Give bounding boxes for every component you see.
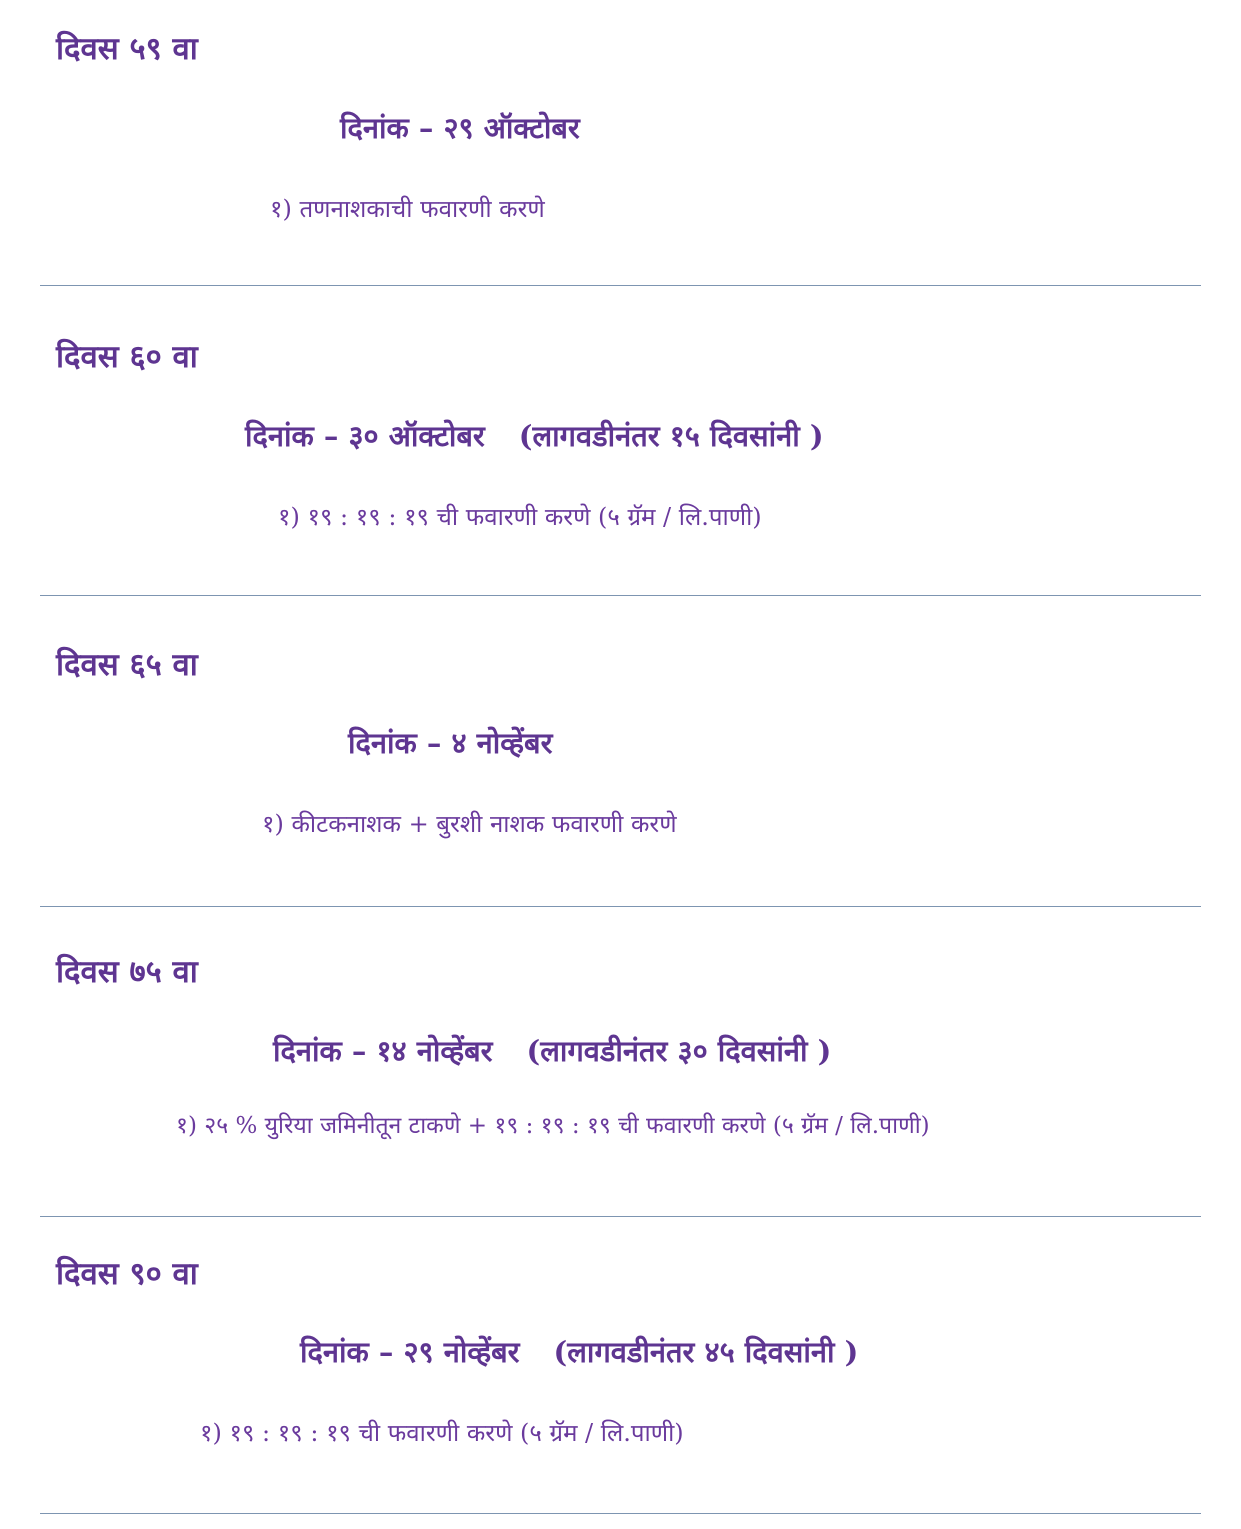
- task-item: १) १९ : १९ : १९ ची फवारणी करणे (५ ग्रॅम / लि.पाणी): [278, 503, 762, 531]
- date-line: [300, 1335, 859, 1369]
- date-text: दिनांक – २९ ऑक्टोबर: [340, 111, 580, 145]
- section-divider: [40, 285, 1201, 286]
- day-heading: दिवस ६५ वा: [56, 647, 198, 683]
- date-text: दिनांक – २९ नोव्हेंबर: [300, 1335, 520, 1369]
- date-text: दिनांक – ३० ऑक्टोबर: [245, 419, 485, 453]
- task-item: १) कीटकनाशक + बुरशी नाशक फवारणी करणे: [262, 810, 677, 838]
- task-item: १) १९ : १९ : १९ ची फवारणी करणे (५ ग्रॅम / लि.पाणी): [200, 1419, 684, 1447]
- date-note: (लागवडीनंतर ४५ दिवसांनी ): [553, 1335, 859, 1369]
- task-item: १) तणनाशकाची फवारणी करणे: [270, 195, 545, 223]
- section-divider: [40, 1513, 1201, 1514]
- date-note: (लागवडीनंतर १५ दिवसांनी ): [518, 419, 824, 453]
- date-line: [340, 111, 580, 145]
- date-text: दिनांक – १४ नोव्हेंबर: [273, 1034, 493, 1068]
- day-heading: दिवस ६० वा: [56, 339, 198, 375]
- date-note: (लागवडीनंतर ३० दिवसांनी ): [526, 1034, 832, 1068]
- date-line: [273, 1034, 832, 1068]
- date-line: [348, 726, 553, 760]
- task-item: १) २५ % युरिया जमिनीतून टाकणे + १९ : १९ : १९ ची फवारणी करणे (५ ग्रॅम / लि.पाणी): [176, 1113, 930, 1139]
- section-divider: [40, 595, 1201, 596]
- day-heading: दिवस ९० वा: [56, 1256, 198, 1292]
- date-line: [245, 419, 824, 453]
- section-divider: [40, 1216, 1201, 1217]
- date-text: दिनांक – ४ नोव्हेंबर: [348, 726, 553, 760]
- section-divider: [40, 906, 1201, 907]
- day-heading: दिवस ५९ वा: [56, 31, 198, 67]
- day-heading: दिवस ७५ वा: [56, 954, 198, 990]
